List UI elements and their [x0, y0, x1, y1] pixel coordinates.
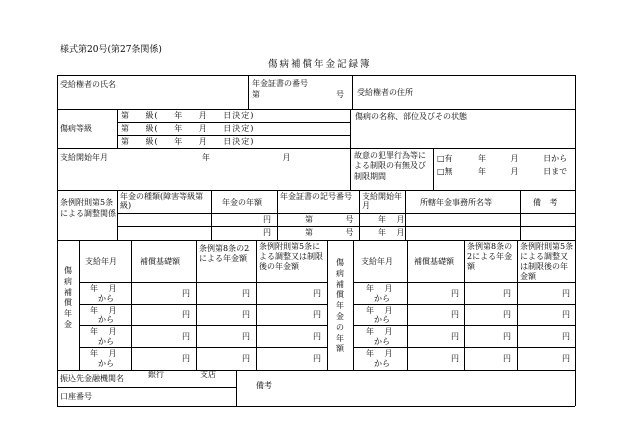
injury-condition-label: 傷病の名称、部位及びその状態 — [355, 112, 467, 121]
right-base-header: 補償基礎額 — [414, 257, 454, 266]
right-row2-art8: 円 — [503, 310, 511, 319]
article5-row1-start: 年 月 — [378, 215, 405, 224]
article5-remarks-header: 備 考 — [533, 198, 561, 207]
left-row3-adj: 円 — [313, 332, 321, 341]
left-row2-art8: 円 — [242, 310, 250, 319]
left-row4-base: 円 — [182, 354, 190, 363]
right-row3-from: から — [374, 337, 390, 346]
grade-line-3: 第 級( 年 月 日決定) — [121, 137, 255, 146]
bank-remarks-label: 備考 — [256, 381, 272, 390]
right-row2-adj: 円 — [562, 310, 570, 319]
restriction-label: 故意の犯罪行為等による制限の有無及び制限期間 — [354, 151, 426, 181]
right-period-header: 支給年月 — [361, 257, 393, 266]
recipient-address-label: 受給権者の住所 — [357, 88, 413, 97]
article5-row2-amount: 円 — [263, 228, 271, 237]
form-number: 様式第20号(第27条関係) — [60, 45, 162, 55]
right-row4-adj: 円 — [562, 354, 570, 363]
right-row4-base: 円 — [451, 354, 459, 363]
bank-name-label: 振込先金融機関名 — [60, 374, 124, 383]
right-row2-ym: 年 月 — [366, 306, 393, 315]
right-row1-base: 円 — [451, 289, 459, 298]
right-row4-from: から — [374, 359, 390, 368]
left-adjusted-header: 条例附則第5条による調整又は制限後の年金額 — [259, 242, 323, 271]
right-row2-from: から — [374, 315, 390, 324]
right-row3-base: 円 — [451, 332, 459, 341]
right-row3-ym: 年 月 — [366, 327, 393, 336]
right-row4-art8: 円 — [503, 354, 511, 363]
recipient-name-label: 受給権者の氏名 — [60, 80, 116, 89]
left-row2-base: 円 — [182, 310, 190, 319]
pension-start-header: 支給開始年月 — [362, 192, 402, 211]
article5-row2-cert: 第 号 — [305, 228, 354, 237]
pension-office-header: 所轄年金事務所名等 — [420, 198, 492, 207]
left-row1-adj: 円 — [313, 289, 321, 298]
grade-line-2: 第 級( 年 月 日決定) — [121, 124, 255, 133]
left-row4-ym: 年 月 — [90, 349, 117, 358]
left-base-header: 補償基礎額 — [140, 257, 180, 266]
left-row1-from: から — [98, 294, 114, 303]
certificate-number-label: 年金証書の番号 — [252, 79, 308, 88]
certificate-number-suffix: 号 — [336, 90, 344, 99]
right-row3-art8: 円 — [503, 332, 511, 341]
left-row4-adj: 円 — [313, 354, 321, 363]
page-title: 傷病補償年金記録簿 — [268, 59, 372, 70]
right-row3-adj: 円 — [562, 332, 570, 341]
right-row1-from: から — [374, 294, 390, 303]
article5-row1-cert: 第 号 — [305, 215, 354, 224]
article5-row2-start: 年 月 — [378, 228, 405, 237]
left-row2-ym: 年 月 — [90, 306, 117, 315]
annuity-side-label: 傷病補償年金 — [64, 266, 72, 329]
restriction-from-date: 年 月 日から — [478, 154, 568, 163]
left-row3-ym: 年 月 — [90, 327, 117, 336]
disability-grade-label: 傷病等級 — [60, 124, 92, 133]
certificate-number-prefix: 第 — [252, 90, 260, 99]
right-row2-base: 円 — [451, 310, 459, 319]
left-row3-base: 円 — [182, 332, 190, 341]
left-row4-from: から — [98, 359, 114, 368]
right-row1-adj: 円 — [562, 289, 570, 298]
left-row2-adj: 円 — [313, 310, 321, 319]
branch-suffix: 支店 — [200, 370, 216, 379]
right-adjusted-header: 条例附則第5条による調整又は制限後の年金額 — [520, 242, 574, 281]
left-row3-from: から — [98, 337, 114, 346]
left-row1-base: 円 — [182, 289, 190, 298]
right-row1-ym: 年 月 — [366, 284, 393, 293]
pension-type-header: 年金の種類(障害等級第 級) — [120, 192, 204, 211]
left-row3-art8: 円 — [242, 332, 250, 341]
bank-suffix: 銀行 — [148, 370, 164, 379]
left-row4-art8: 円 — [242, 354, 250, 363]
payment-start-value: 年 月 — [202, 153, 291, 162]
right-row1-art8: 円 — [503, 289, 511, 298]
right-art8-header: 条例第8条の2による年金額 — [467, 242, 513, 271]
left-row2-from: から — [98, 315, 114, 324]
article5-row1-amount: 円 — [263, 215, 271, 224]
left-row1-ym: 年 月 — [90, 284, 117, 293]
account-number-label: 口座番号 — [60, 392, 92, 401]
left-art8-header: 条例第8条の2による年金額 — [199, 244, 250, 264]
pension-amount-header: 年金の年額 — [222, 198, 262, 207]
restriction-with-checkbox[interactable]: □有 — [437, 154, 453, 163]
restriction-without-checkbox[interactable]: □無 — [437, 167, 453, 176]
left-period-header: 支給年月 — [85, 257, 117, 266]
article5-adjustment-label: 条例附則第5条による調整関係 — [60, 198, 116, 218]
right-row4-ym: 年 月 — [366, 349, 393, 358]
left-row1-art8: 円 — [242, 289, 250, 298]
restriction-to-date: 年 月 日まで — [478, 167, 568, 176]
annuity-amount-side-label: 傷病補償年金の年額 — [336, 258, 344, 354]
grade-line-1: 第 級( 年 月 日決定) — [121, 111, 255, 120]
payment-start-label: 支給開始年月 — [60, 153, 108, 162]
pension-cert-number-header: 年金証書の記号番号 — [280, 192, 352, 201]
